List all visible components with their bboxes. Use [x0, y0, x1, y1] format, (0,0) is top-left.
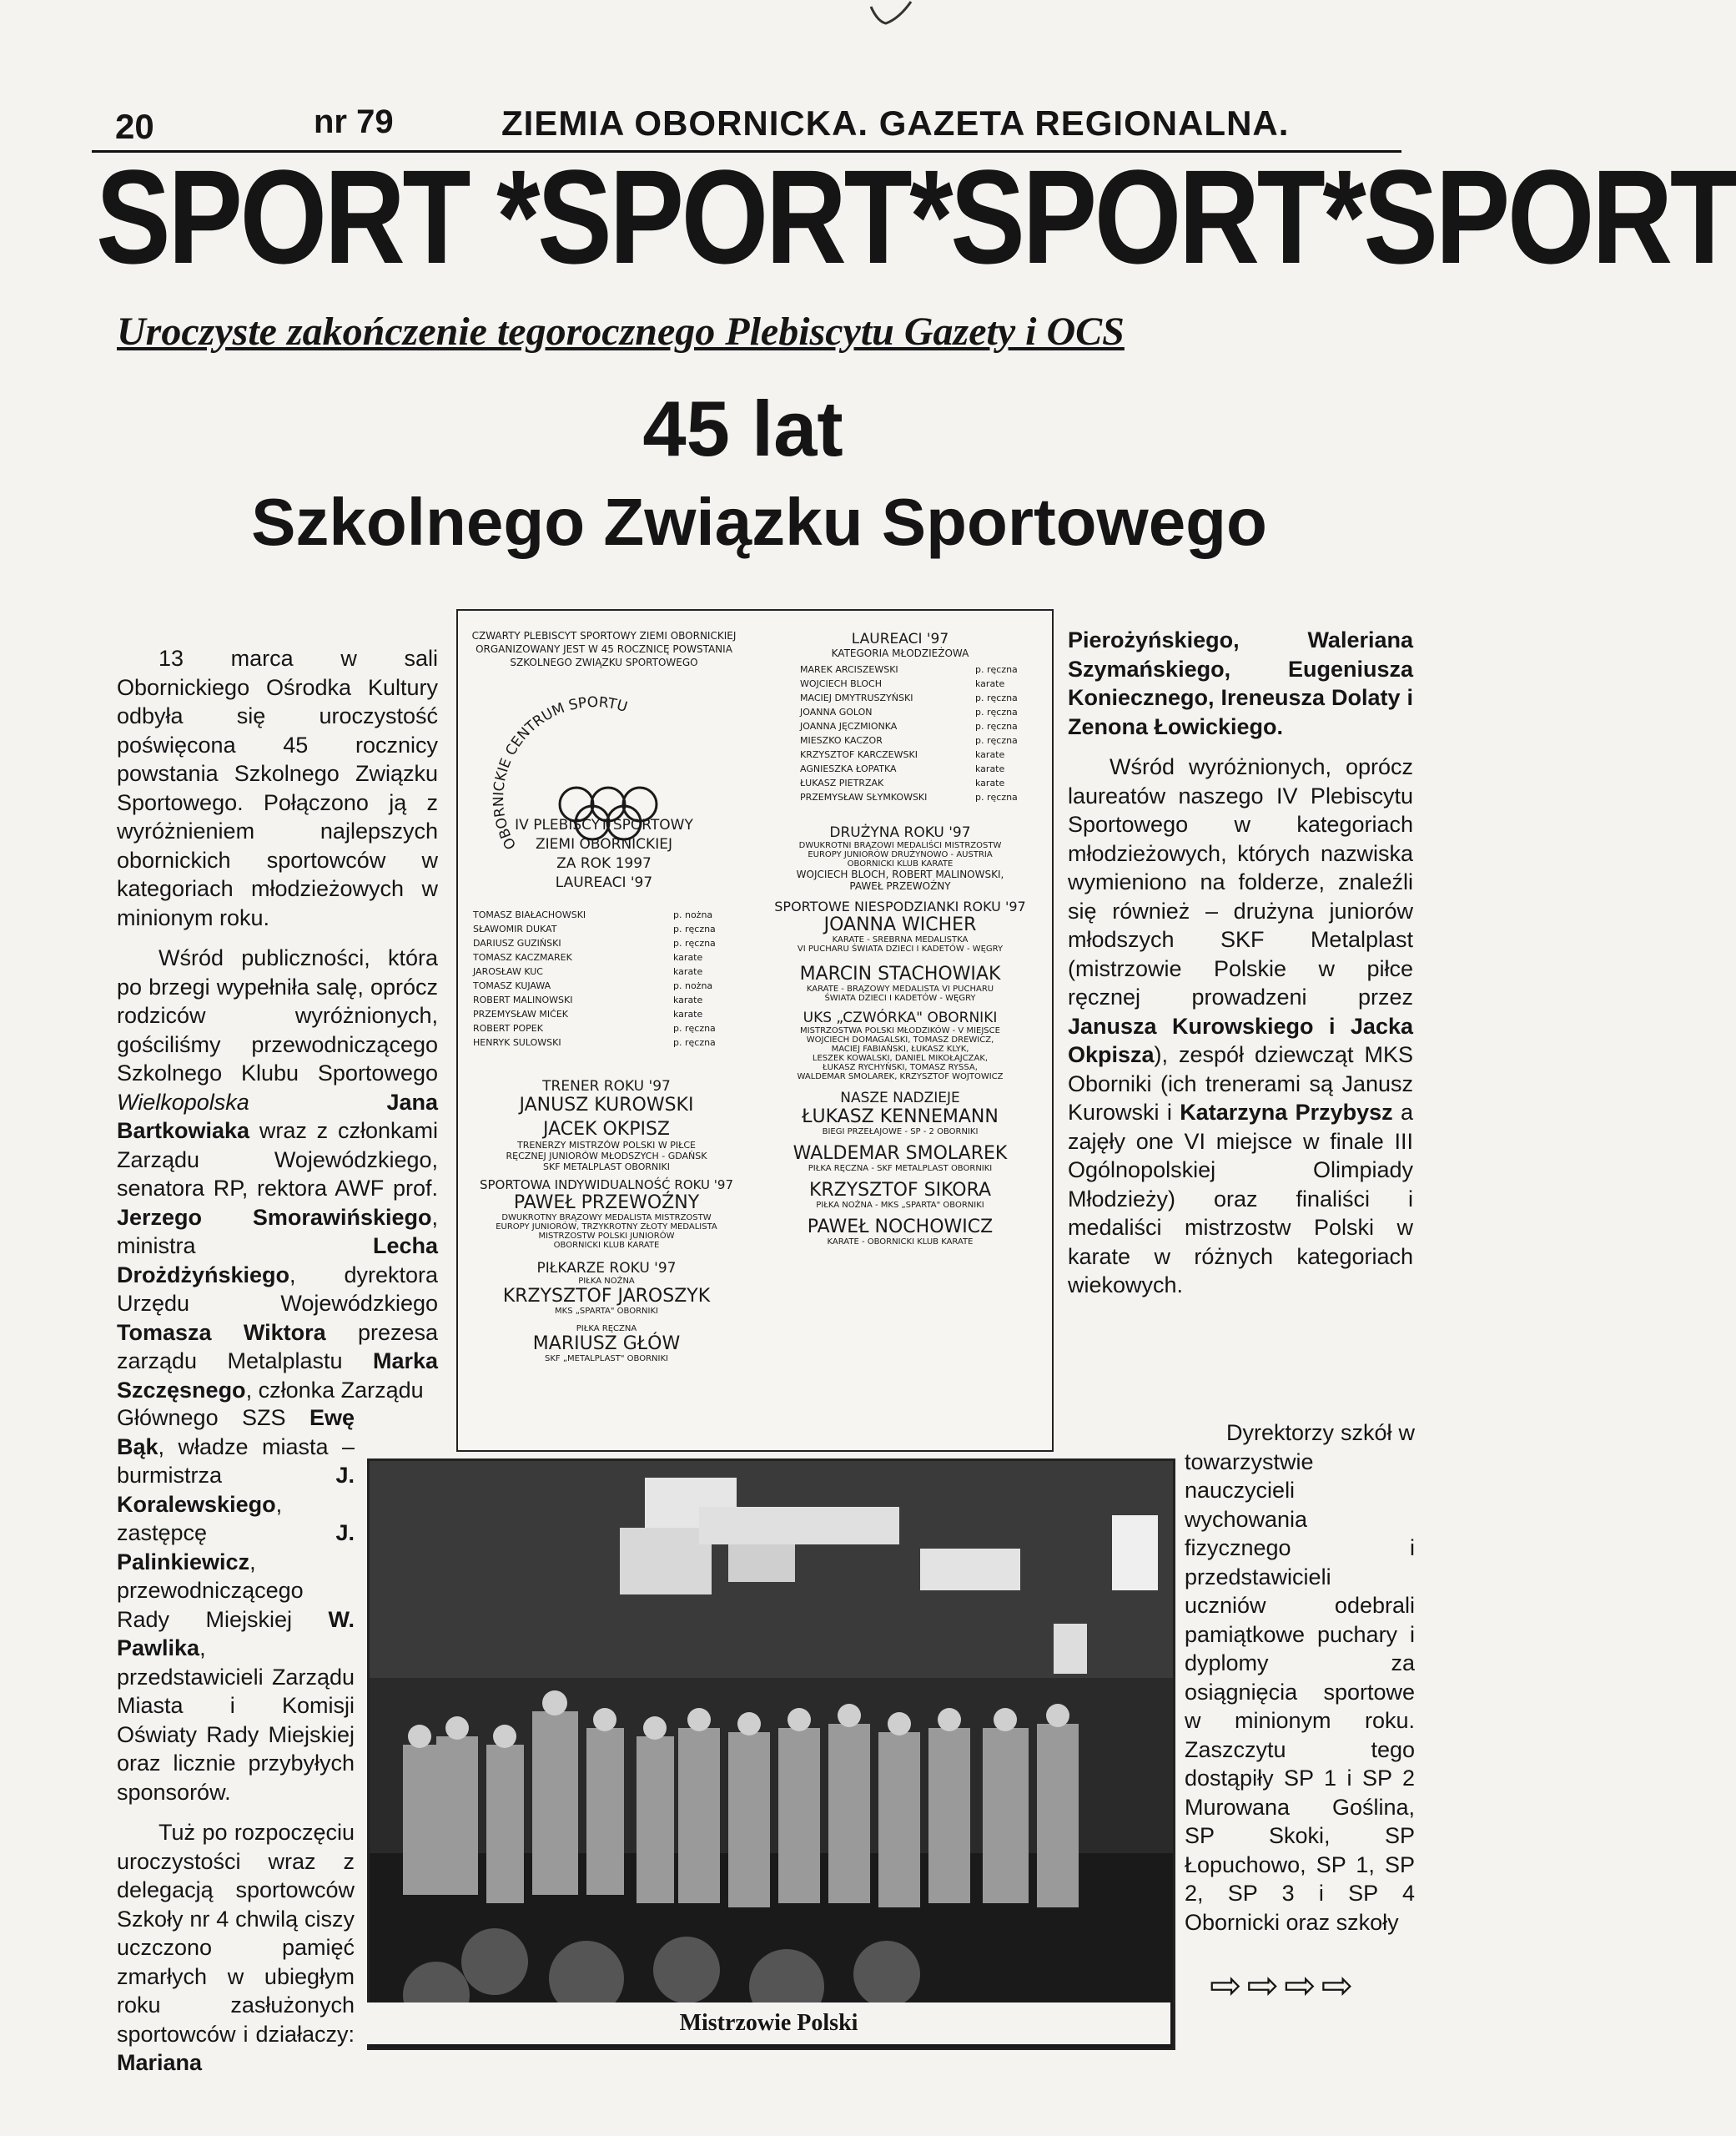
article-kicker: Uroczyste zakończenie tegorocznego Plebiscytu Gazety i OCS [117, 310, 1125, 354]
hope-desc: PIŁKA RĘCZNA - SKF METALPLAST OBORNIKI [808, 1164, 993, 1173]
individual-desc: MISTRZOSTW POLSKI JUNIORÓW [538, 1232, 675, 1241]
list-item: TOMASZ KUJAWA p. nożna [473, 980, 713, 991]
paragraph: Pierożyńskiego, Waleriana Szymańskiego, Eugeniusza Koniecznego, Ireneusza Dolaty i Zenona Łowickiego. [1068, 627, 1413, 739]
surprise-desc: KARATE - BRĄZOWY MEDALISTA VI PUCHARU [806, 985, 994, 994]
article-column-right [1068, 626, 1413, 1300]
issue-number: nr 79 [314, 103, 394, 140]
trainer-desc: SKF METALPLAST OBORNIKI [543, 1161, 670, 1172]
uks-members: MACIEJ FABIAŃSKI, ŁUKASZ KLYK, [831, 1045, 969, 1054]
uks-members: WOJCIECH DOMAGALSKI, TOMASZ DREWICZ, [806, 1035, 994, 1045]
surprise-name: MARCIN STACHOWIAK [799, 964, 1001, 985]
individual-desc: EUROPY JUNIORÓW, TRZYKROTNY ZŁOTY MEDALISTA [496, 1222, 717, 1232]
trainer-desc: TRENERZY MISTRZÓW POLSKI W PIŁCE [517, 1140, 696, 1151]
page-number: 20 [115, 107, 154, 146]
hope-name: KRZYSZTOF SIKORA [808, 1180, 992, 1201]
leaflet-intro-line: CZWARTY PLEBISCYT SPORTOWY ZIEMI OBORNICKIEJ [471, 630, 737, 642]
individual-desc: DWUKROTNY BRĄZOWY MEDALISTA MISTRZOSTW [501, 1213, 712, 1222]
plebiscite-line: ZIEMI OBORNICKIEJ [536, 836, 672, 853]
football-sub: PIŁKA NOŻNA [578, 1277, 635, 1286]
paragraph: 13 marca w sali Obornickiego Ośrodka Kultury odbyła się uroczystość poświęcona 45 rocznicy powstania Szkolnego Związku Sportowego. Połączono ją z wyróżnieniem najlepszych obornickich sportowców w kategoriach młodzieżowych w minionym roku. [117, 646, 438, 930]
hope-desc: BIEGI PRZEŁAJOWE - SP - 2 OBORNIKI [822, 1127, 979, 1136]
paragraph: Tuż po rozpoczęciu uroczystości wraz z delegacją sportowców Szkoły nr 4 chwilą ciszy uczczono pamięć zmarłych w ubiegłym roku zasłużonych sportowców i działaczy: Mariana [117, 1820, 355, 2075]
handwritten-checkmark [866, 0, 916, 33]
headline-line-2: Szkolnego Związku Sportowego [251, 485, 1267, 559]
handball-sub: PIŁKA RĘCZNA [576, 1324, 637, 1333]
headline-line-1: 45 lat [642, 385, 843, 472]
paragraph: Głównego SZS Ewę Bąk, władze miasta – burmistrza J. Koralewskiego, zastępcę J. Palinkiewicz, przewodniczącego Rady Miejskiej W. Pawlika, przedstawicieli Zarządu Miasta i Komisji Oświaty Rady Miejskiej oraz licznie przybyłych sponsorów. [117, 1405, 355, 1805]
leaflet-intro [466, 629, 742, 669]
youth-list [800, 664, 1050, 823]
list-item: DARIUSZ GUZIŃSKI p. ręczna [473, 938, 716, 949]
trainer-name: JANUSZ KUROWSKI [519, 1095, 694, 1116]
handball-name: MARIUSZ GŁÓW [532, 1333, 681, 1354]
paragraph: Wśród publiczności, która po brzegi wypełniła salę, oprócz rodziców wyróżnionych, gościliśmy przewodniczącego Szkolnego Klubu Sportowego Wielkopolska Jana Bartkowiaka wraz z członkami Zarządu Wojewódzkiego, senatora RP, rektora AWF prof. Jerzego Smorawińskiego, ministra Lecha Drożdżyńskiego, dyrektora Urzędu Wojewódzkiego Tomasza Wiktora prezesa zarządu Metalplastu Marka Szczęsnego, członka Zarządu [117, 945, 438, 1403]
laureates-list [473, 909, 740, 1076]
hope-name: PAWEŁ NOCHOWICZ [807, 1217, 994, 1237]
list-item: ROBERT POPEK p. ręczna [473, 1023, 716, 1034]
individual-desc: OBORNICKI KLUB KARATE [553, 1241, 660, 1250]
football-name: KRZYSZTOF JAROSZYK [502, 1286, 711, 1307]
uks-name: UKS „CZWÓRKA" OBORNIKI [803, 1010, 998, 1026]
section-banner: SPORT *SPORT*SPORT*SPORT [96, 142, 1736, 291]
team-desc: DWUKROTNI BRĄZOWI MEDALIŚCI MISTRZOSTW [798, 841, 1002, 850]
list-item: JAROSŁAW KUC karate [473, 966, 703, 977]
team-desc: EUROPY JUNIORÓW DRUŻYNOWO - AUSTRIA [808, 850, 993, 859]
surprise-name: JOANNA WICHER [823, 914, 977, 935]
uks-desc: MISTRZOSTWA POLSKI MŁODZIKÓW - V MIEJSCE [800, 1026, 1000, 1035]
list-item: ŁUKASZ PIETRZAK karate [800, 778, 1005, 788]
hopes-title: NASZE NADZIEJE [840, 1090, 960, 1106]
individual-name: PAWEŁ PRZEWOŹNY [513, 1192, 700, 1213]
plebiscite-line: ZA ROK 1997 [556, 855, 652, 872]
surprise-title: SPORTOWE NIESPODZIANKI ROKU '97 [774, 899, 1026, 914]
paragraph: Wśród wyróżnionych, oprócz laureatów naszego IV Plebiscytu Sportowego w kategoriach młodzieżowych, których nazwiska wymieniono na folderze, znaleźli się również – drużyna juniorów młodszych SKF Metalplast (mistrzowie Polskie w piłce ręcznej prowadzeni przez Janusza Kurowskiego i Jacka Okpisza), zespół dziewcząt MKS Oborniki (ich trenerami są Janusz Kurowski i Katarzyna Przybysz a zajęły one VI miejsce w finale III Ogólnopolskiej Olimpiady Młodzieży) oraz finaliści i medaliści mistrzostw Polski w karate w różnych kategoriach wiekowych. [1068, 754, 1413, 1297]
team-names: WOJCIECH BLOCH, ROBERT MALINOWSKI, [796, 869, 1004, 880]
list-item: WOJCIECH BLOCH karate [800, 678, 1005, 689]
paragraph: Dyrektorzy szkół w towarzystwie nauczycieli wychowania fizycznego i przedstawicieli uczniów odebrali pamiątkowe puchary i dyplomy za osiągnięcia sportowe w minionym roku. Zaszczytu tego dostąpiły SP 1 i SP 2 Murowana Goślina, SP Skoki, SP Łopuchowo, SP 1, SP 2, SP 3 i SP 4 Obornicki oraz szkoły [1185, 1420, 1415, 1935]
ceremony-photo [367, 1458, 1175, 2050]
plebiscite-line: IV PLEBISCYT SPORTOWY [515, 817, 693, 834]
list-item: KRZYSZTOF KARCZEWSKI karate [800, 749, 1005, 760]
surprise-desc: VI PUCHARU ŚWIATA DZIECI I KADETÓW - WĘGRY [797, 945, 1004, 954]
awards-leaflet [456, 609, 1054, 1452]
youth-awards [754, 631, 1046, 659]
article-column-right-lower [1185, 1418, 1415, 1937]
plebiscite-line: LAUREACI '97 [555, 874, 653, 891]
hope-name: ŁUKASZ KENNEMANN [802, 1106, 999, 1127]
article-column-left [117, 644, 438, 1404]
surprise-desc: ŚWIATA DZIECI I KADETÓW - WĘGRY [824, 994, 976, 1003]
team-desc: OBORNICKI KLUB KARATE [847, 859, 954, 869]
football-title: PIŁKARZE ROKU '97 [536, 1260, 677, 1277]
trainer-desc: RĘCZNEJ JUNIORÓW MŁODSZYCH - GDAŃSK [506, 1151, 707, 1161]
photo-caption: Mistrzowie Polski [367, 2002, 1170, 2044]
plebiscite-title [491, 816, 717, 893]
list-item: PRZEMYSŁAW SŁYMKOWSKI p. ręczna [800, 792, 1018, 803]
leaflet-intro-line: ORGANIZOWANY JEST W 45 ROCZNICĘ POWSTANIA [476, 643, 732, 655]
uks-members: ŁUKASZ RYCHYŃSKI, TOMASZ RYSSA, [823, 1063, 978, 1072]
list-item: PRZEMYSŁAW MIĆEK karate [473, 1009, 703, 1020]
list-item: MAREK ARCISZEWSKI p. ręczna [800, 664, 1018, 675]
continued-arrows-icon: ⇨⇨⇨⇨ [1210, 1963, 1359, 2007]
left-awards [465, 1078, 748, 1363]
list-item: JOANNA JĘCZMIONKA p. ręczna [800, 721, 1018, 732]
list-item: JOANNA GOLON p. ręczna [800, 707, 1018, 718]
list-item: AGNIESZKA ŁOPATKA karate [800, 763, 1005, 774]
list-item: SŁAWOMIR DUKAT p. ręczna [473, 924, 716, 934]
list-item: MIESZKO KACZOR p. ręczna [800, 735, 1018, 746]
team-title: DRUŻYNA ROKU '97 [829, 824, 971, 841]
list-item: ROBERT MALINOWSKI karate [473, 995, 703, 1005]
article-column-left-lower [117, 1403, 355, 2078]
right-awards [754, 824, 1046, 1247]
list-item: TOMASZ KACZMAREK karate [473, 952, 703, 963]
list-item: MACIEJ DMYTRUSZYŃSKI p. ręczna [800, 693, 1018, 703]
logo-arc-text: OBORNICKIE CENTRUM SPORTU [491, 693, 630, 853]
ceremony-photo-image [370, 1461, 1173, 2048]
trainer-title: TRENER ROKU '97 [542, 1078, 671, 1095]
individual-title: SPORTOWA INDYWIDUALNOŚĆ ROKU '97 [479, 1177, 734, 1192]
handball-club: SKF „METALPLAST" OBORNIKI [545, 1354, 668, 1363]
youth-title: LAUREACI '97 [851, 631, 949, 647]
youth-subtitle: KATEGORIA MŁODZIEŻOWA [831, 647, 969, 659]
surprise-desc: KARATE - SREBRNA MEDALISTKA [832, 935, 969, 945]
football-club: MKS „SPARTA" OBORNIKI [555, 1307, 658, 1316]
trainer-name: JACEK OKPISZ [543, 1119, 670, 1140]
team-names: PAWEŁ PRZEWOŹNY [849, 880, 951, 892]
hope-desc: PIŁKA NOŻNA - MKS „SPARTA" OBORNIKI [816, 1201, 984, 1210]
hope-desc: KARATE - OBORNICKI KLUB KARATE [827, 1237, 974, 1247]
hope-name: WALDEMAR SMOLAREK [793, 1143, 1008, 1164]
newspaper-name: ZIEMIA OBORNICKA. GAZETA REGIONALNA. [501, 103, 1290, 143]
leaflet-intro-line: SZKOLNEGO ZWIĄZKU SPORTOWEGO [510, 657, 698, 668]
uks-members: LESZEK KOWALSKI, DANIEL MIKOŁAJCZAK, [812, 1054, 989, 1063]
uks-members: WALDEMAR SMOLAREK, KRZYSZTOF WOJTOWICZ [797, 1072, 1004, 1081]
list-item: TOMASZ BIAŁACHOWSKI p. nożna [473, 909, 713, 920]
list-item: HENRYK SULOWSKI p. ręczna [473, 1037, 716, 1048]
